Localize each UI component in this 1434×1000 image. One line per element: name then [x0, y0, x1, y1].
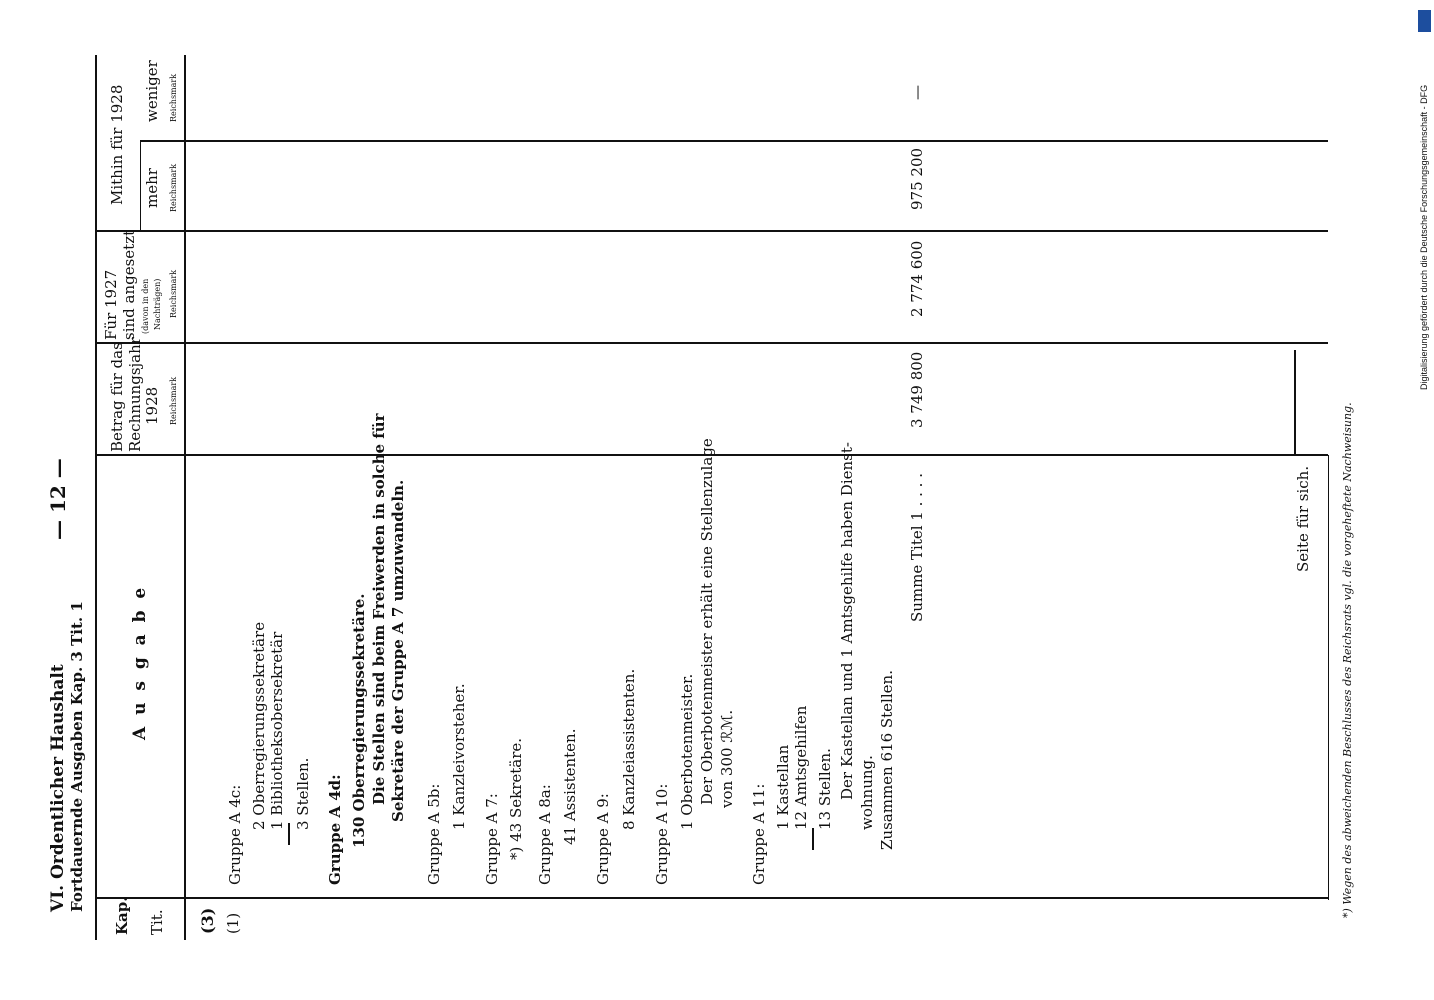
- a10-title: Gruppe A 10:: [653, 783, 671, 885]
- col-weniger: weniger: [143, 60, 161, 122]
- a10-line2: Der Oberbotenmeister erhält eine Stellenzulage: [698, 438, 716, 805]
- a4d-title: Gruppe A 4d:: [326, 774, 344, 885]
- amount-weniger: —: [908, 85, 926, 100]
- col-kap: Kap.: [113, 896, 131, 935]
- a8a-title: Gruppe A 8a:: [536, 784, 554, 885]
- summe-rule: [1294, 350, 1296, 455]
- header-subtitle: Fortdauernde Ausgaben Kap. 3 Tit. 1: [68, 601, 86, 912]
- sep-1927-mehr: [95, 230, 1328, 232]
- a11-sum-rule: [812, 828, 814, 850]
- a4d-line1: 130 Oberregierungssekretäre.: [350, 593, 368, 848]
- a11-line4: Der Kastellan und 1 Amtsgehilfe haben Dienst-: [838, 442, 856, 800]
- col-weniger-unit: Reichsmark: [169, 73, 178, 122]
- a11-line2: 12 Amtsgehilfen: [792, 705, 810, 830]
- a10-line1: 1 Oberbotenmeister.: [678, 673, 696, 830]
- a9-line1: 8 Kanzleiassistenten.: [620, 668, 638, 830]
- table-bottom-line: [1328, 455, 1329, 900]
- a9-title: Gruppe A 9:: [594, 793, 612, 885]
- header-bottom-line: [184, 55, 186, 940]
- a7-title: Gruppe A 7:: [483, 793, 501, 885]
- row-tit: (1): [224, 912, 242, 934]
- a11-line1: 1 Kastellan: [774, 744, 792, 830]
- a4d-line3: Sekretäre der Gruppe A 7 umzuwandeln.: [389, 479, 407, 822]
- col-mehr-unit: Reichsmark: [169, 163, 178, 212]
- a5b-title: Gruppe A 5b:: [425, 783, 443, 885]
- col-1927-l1: Für 1927: [102, 269, 120, 340]
- col-1927-l4: Nachträgen): [153, 278, 162, 330]
- col-1927-l2: sind angesetzt: [120, 229, 138, 340]
- a11-title: Gruppe A 11:: [750, 783, 768, 885]
- page-number: — 12 —: [46, 458, 70, 540]
- a8a-line1: 41 Assistenten.: [561, 728, 579, 845]
- dfg-logo-icon: [1418, 10, 1431, 32]
- a4c-line3: 3 Stellen.: [294, 757, 312, 830]
- a4c-line2: 1 Bibliotheksobersekretär: [268, 631, 286, 830]
- a11-line3: 13 Stellen.: [816, 748, 834, 830]
- sep-kap-ausgabe: [95, 897, 1328, 899]
- col-mehr: mehr: [143, 168, 161, 208]
- col-ausgabe: A u s g a b e: [130, 584, 150, 740]
- header-section: VI. Ordentlicher Haushalt: [48, 664, 68, 912]
- col-betrag-l3: 1928: [143, 386, 161, 425]
- dfg-side-note: Digitalisierung gefördert durch die Deutsche Forschungsgemeinschaft - DFG: [1419, 84, 1429, 390]
- summe-label: Summe Titel 1 . . . .: [908, 473, 926, 622]
- row-kap: (3): [198, 907, 217, 934]
- a4d-line2: Die Stellen sind beim Freiwerden in solche für: [370, 413, 388, 805]
- a4c-line1: 2 Oberregierungssekretäre: [250, 621, 268, 830]
- footnote: *) Wegen des abweichenden Beschlusses des Reichsrats vgl. die vorgeheftete Nachweisung.: [1341, 402, 1354, 918]
- col-betrag-l2: Rechnungsjahr: [126, 337, 144, 452]
- table-top-line: [95, 55, 97, 940]
- amount-betrag-1928: 3 749 800: [908, 351, 926, 428]
- a11-line5: wohnung.: [858, 755, 876, 830]
- a4c-sum-rule: [288, 823, 290, 845]
- sep-betrag-1927: [95, 342, 1328, 344]
- seite-label: Seite für sich.: [1294, 465, 1312, 572]
- mithin-under: [140, 140, 141, 230]
- col-tit: Tit.: [148, 909, 166, 935]
- a7-line1: *) 43 Sekretäre.: [507, 737, 525, 860]
- col-mithin: Mithin für 1928: [108, 84, 126, 205]
- col-betrag-unit: Reichsmark: [169, 376, 178, 425]
- col-1927-l3: (davon in den: [141, 278, 150, 334]
- a4c-title: Gruppe A 4c:: [226, 784, 244, 885]
- a10-line3: von 300 ℛℳ.: [718, 709, 736, 808]
- col-betrag-l1: Betrag für das: [108, 342, 126, 452]
- sep-mehr-weniger: [140, 140, 1328, 142]
- col-1927-unit: Reichsmark: [169, 269, 178, 318]
- zusammen-line: Zusammen 616 Stellen.: [878, 670, 896, 850]
- a5b-line1: 1 Kanzleivorsteher.: [450, 683, 468, 830]
- amount-fuer-1927: 2 774 600: [908, 240, 926, 317]
- amount-mehr: 975 200: [908, 147, 926, 210]
